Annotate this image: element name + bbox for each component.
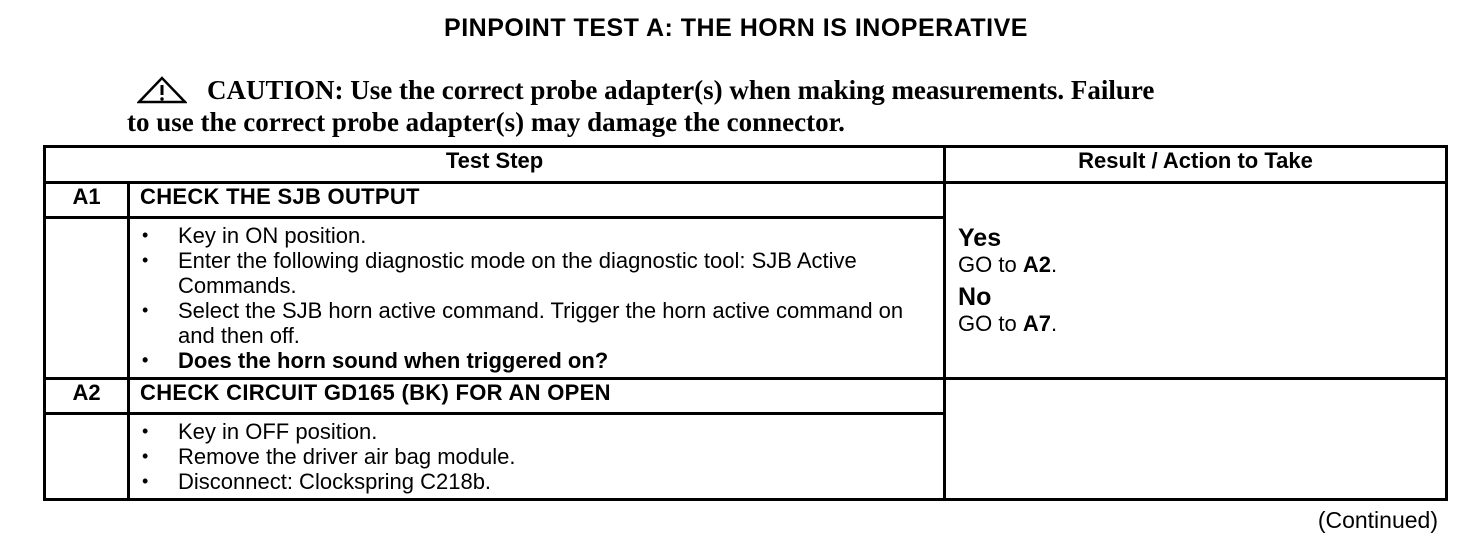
- list-item: • Enter the following diagnostic mode on the diagnostic tool: SJB Active Commands.: [130, 248, 943, 298]
- header-test-step: Test Step: [45, 147, 945, 183]
- step-a2-instructions: [129, 414, 945, 500]
- goto-a2-link: A2: [1022, 251, 1051, 277]
- step-id-a1: A1: [45, 183, 129, 218]
- result-no-action: GO to A7.: [958, 310, 1058, 336]
- list-item: • Remove the driver air bag module.: [130, 444, 943, 469]
- pinpoint-test-table: [43, 145, 1448, 501]
- result-yes-action: GO to A2.: [958, 251, 1058, 277]
- step-a1-id-spacer: [45, 218, 129, 379]
- page-title: PINPOINT TEST A: THE HORN IS INOPERATIVE: [444, 14, 1028, 42]
- step-a1-instructions: [129, 218, 945, 379]
- result-yes-label: Yes: [958, 223, 1002, 252]
- caution-notice: [127, 74, 1327, 138]
- list-item: • Key in ON position.: [130, 223, 943, 248]
- step-a2-id-spacer: [45, 414, 129, 500]
- step-a1-header-row: [45, 183, 1447, 218]
- header-result-action: Result / Action to Take: [945, 147, 1447, 183]
- caution-text-line2: to use the correct probe adapter(s) may damage the connector.: [127, 107, 845, 137]
- step-id-a2: A2: [45, 379, 129, 414]
- step-title-a2: CHECK CIRCUIT GD165 (BK) FOR AN OPEN: [129, 379, 945, 414]
- goto-a7-link: A7: [1022, 310, 1051, 336]
- caution-text-line1: CAUTION: Use the correct probe adapter(s) when making measurements. Failure: [207, 75, 1155, 105]
- list-item: • Key in OFF position.: [130, 419, 943, 444]
- step-title-a1: CHECK THE SJB OUTPUT: [129, 183, 945, 218]
- list-item: • Disconnect: Clockspring C218b.: [130, 469, 943, 494]
- result-no-label: No: [958, 282, 992, 311]
- warning-triangle-icon: [137, 76, 187, 104]
- continued-note: (Continued): [1317, 507, 1438, 533]
- list-item: • Select the SJB horn active command. Trigger the horn active command on and then off.: [130, 298, 943, 348]
- step-a2-header-row: [45, 379, 1447, 414]
- result-cell-a1: [945, 183, 1447, 379]
- list-item-question: • Does the horn sound when triggered on?: [130, 348, 943, 373]
- table-header-row: [45, 147, 1447, 183]
- result-cell-a2: [945, 379, 1447, 500]
